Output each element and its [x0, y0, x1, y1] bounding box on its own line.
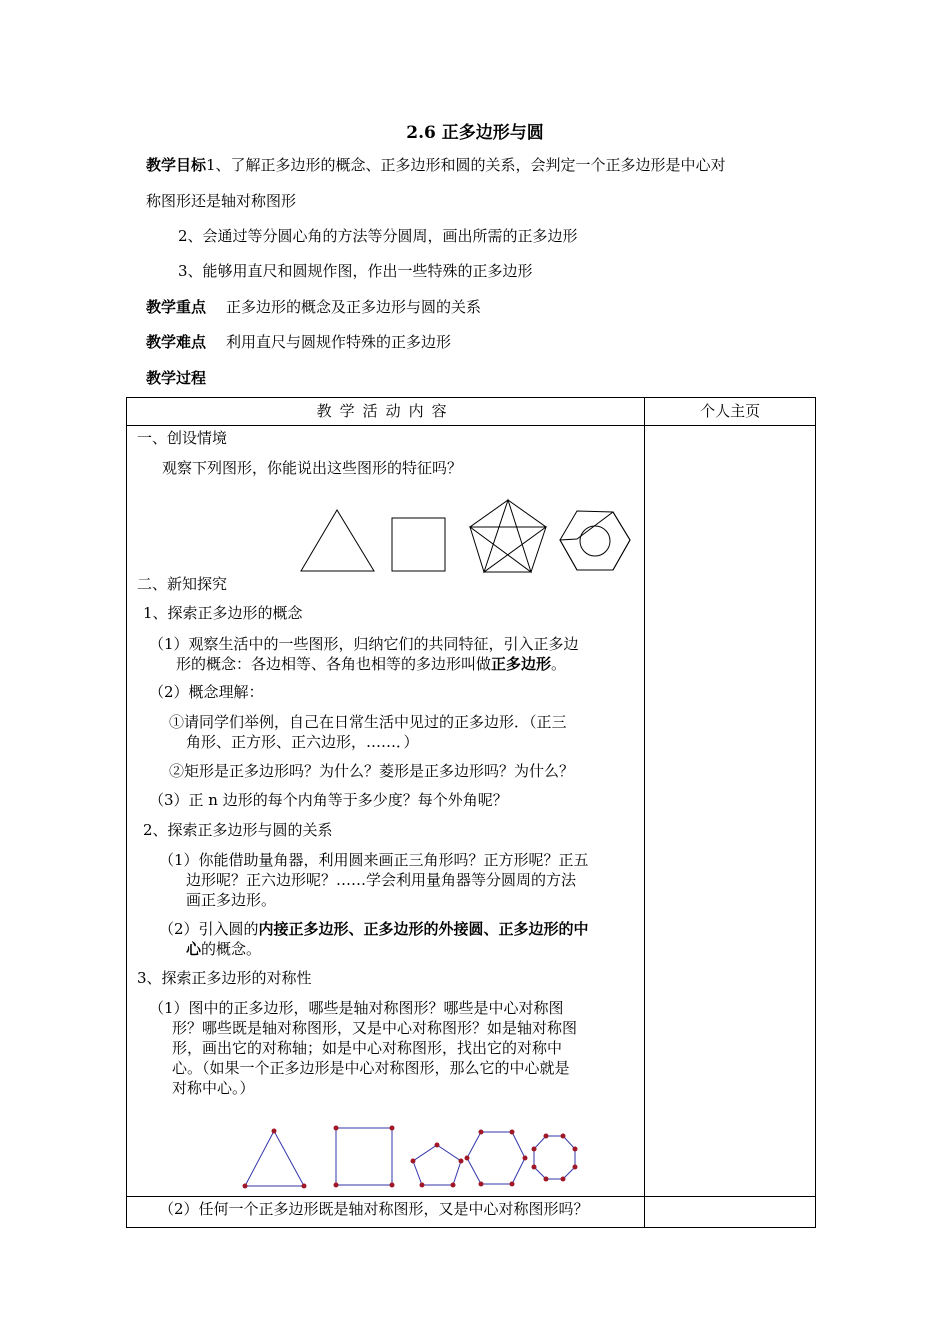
- blue-octagon-shape: [532, 1134, 578, 1182]
- section-2-3: 3、探索正多边形的对称性: [137, 969, 312, 987]
- content-cell: [127, 426, 644, 1196]
- intro-term-center: 心: [186, 940, 202, 958]
- blue-pentagon-shape: [411, 1143, 464, 1188]
- section-2-2-1a: （1）你能借助量角器，利用圆来画正三角形吗？正方形呢？正五: [159, 851, 589, 869]
- blue-square-shape: [334, 1126, 395, 1188]
- header-right: 个人主页: [700, 402, 761, 420]
- section-2-2-1b: 边形呢？正六边形呢？……学会利用量角器等分圆周的方法: [186, 871, 577, 889]
- section-2-1-1b: [176, 654, 566, 674]
- concept-term: 正多边形: [491, 655, 552, 673]
- section-2-1-2a1: ①请同学们举例，自己在日常生活中见过的正多边形．（正三: [169, 713, 567, 731]
- section-2-3-1e: 对称中心。）: [172, 1079, 255, 1097]
- section-2-1: 1、探索正多边形的概念: [143, 604, 303, 622]
- blue-hexagon-shape: [465, 1130, 528, 1187]
- section-2-3-1b: 形？哪些既是轴对称图形，又是中心对称图形？如是轴对称图: [172, 1019, 578, 1037]
- section-2-1-2a2: 角形、正方形、正六边形，……．）: [186, 733, 419, 751]
- section-2-3-2: （2）任何一个正多边形既是轴对称图形，又是中心对称图形吗？: [159, 1200, 589, 1218]
- objectives-label: 教学目标: [146, 156, 207, 174]
- notes-cell-2[interactable]: [645, 1197, 816, 1228]
- section-2-2-2b: [186, 939, 261, 959]
- process-label: 教学过程: [146, 369, 207, 387]
- key-point-label: 教学重点: [146, 298, 207, 316]
- blue-triangle-shape: [243, 1129, 307, 1189]
- objective-2: 2、会通过等分圆心角的方法等分圆周，画出所需的正多边形: [178, 227, 578, 245]
- section-1-title: 一、创设情境: [137, 429, 228, 447]
- section-2-2-2a: [159, 919, 589, 939]
- intro-end: 的概念。: [201, 940, 262, 958]
- key-point: [146, 297, 481, 317]
- section-2-3-1d: 心。（如果一个正多边形是中心对称图形，那么它的中心就是: [172, 1059, 570, 1077]
- section-2-1-3: （3）正 n 边形的每个内角等于多少度？每个外角呢？: [149, 791, 508, 809]
- page-title: 2.6 正多边形与圆: [406, 123, 544, 143]
- section-2-title: 二、新知探究: [137, 575, 228, 593]
- section-2-2: 2、探索正多边形与圆的关系: [143, 821, 333, 839]
- difficulty: [146, 332, 451, 352]
- hexagon-with-circle-shape: [560, 511, 630, 570]
- difficulty-text: 利用直尺与圆规作特殊的正多边形: [226, 333, 452, 351]
- pentagram-shape: [470, 500, 546, 572]
- key-point-text: 正多边形的概念及正多边形与圆的关系: [226, 298, 482, 316]
- section-2-3-1a: （1）图中的正多边形，哪些是轴对称图形？哪些是中心对称图: [149, 999, 564, 1017]
- objective-1b: 称图形还是轴对称图形: [146, 192, 297, 210]
- last-row-cell: [127, 1197, 644, 1227]
- intro-text: （2）引入圆的: [159, 920, 259, 938]
- difficulty-label: 教学难点: [146, 333, 207, 351]
- section-2-2-1c: 画正多边形。: [186, 891, 277, 909]
- section-2-3-1c: 形，画出它的对称轴；如是中心对称图形，找出它的对称中: [172, 1039, 563, 1057]
- concept-end: 。: [551, 655, 567, 673]
- header-left: 教学活动内容: [316, 402, 455, 420]
- triangle-shape: [301, 510, 374, 571]
- concept-text: 形的概念：各边相等、各角也相等的多边形叫做: [176, 655, 492, 673]
- section-2-1-2: （2）概念理解：: [149, 683, 264, 701]
- section-2-1-2b: ②矩形是正多边形吗？为什么？菱形是正多边形吗？为什么？: [169, 762, 575, 780]
- lesson-table: [126, 397, 816, 1228]
- section-1-question: 观察下列图形，你能说出这些图形的特征吗？: [162, 459, 463, 477]
- objective-3: 3、能够用直尺和圆规作图，作出一些特殊的正多边形: [178, 262, 533, 280]
- objective-1a: 1、了解正多边形的概念、正多边形和圆的关系，会判定一个正多边形是中心对: [206, 156, 726, 174]
- square-shape: [392, 518, 445, 571]
- section-2-1-1a: （1）观察生活中的一些图形，归纳它们的共同特征，引入正多边: [149, 635, 579, 653]
- notes-cell[interactable]: [645, 426, 816, 1197]
- objectives-line-1: [146, 155, 726, 175]
- shapes-row-2: [127, 1116, 645, 1196]
- intro-terms: 内接正多边形、正多边形的外接圆、正多边形的中: [258, 920, 589, 938]
